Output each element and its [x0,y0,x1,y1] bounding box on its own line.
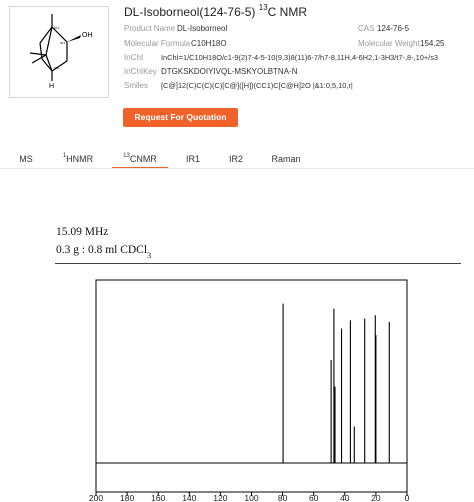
tab-raman[interactable] [263,148,309,167]
product-name-value: DL-Isoborneol [177,24,228,33]
stereo-label-2: or1 [60,41,66,45]
inchikey-label: InChIKey [124,67,157,76]
x-tick-label-200: 200 [88,493,104,502]
tab-cnmr-label: CNMR [129,154,157,164]
spectrum-frequency: 15.09 MHz [56,226,109,238]
spectrum-concentration [56,244,152,261]
inchi-value: InChI=1/C10H18O/c1-9(2)7-4-5-10(9,3)8(11)6-7/h7-8,11H,4-6H2,1-3H3/t7-,8-,10+/s3 [161,53,439,62]
title-isotope: 13 [258,3,268,12]
spectrum-header-rule [55,263,461,264]
cnmr-spectrum-chart [0,270,474,502]
oh-label: OH [82,32,93,39]
isoborneol-structure-drawing [10,7,110,99]
formula-value: C10H18O [191,39,227,48]
x-tick-label-60: 60 [308,493,319,502]
tab-cnmr-sup: 13 [123,153,130,159]
cas-label: CAS [358,24,375,33]
request-quotation-button[interactable]: Request For Quotation [123,108,238,127]
solvent-subscript: 3 [147,251,152,261]
smiles-row [124,81,353,90]
x-tick-label-120: 120 [213,493,228,502]
x-ticks-group [89,492,410,502]
tab-hnmr-sup: 1 [62,153,67,159]
formula-row [124,39,227,48]
concentration-text: 0.3 g : 0.8 ml CDCl [56,244,148,256]
formula-label: Molecular Formula [124,39,191,48]
inchi-label: InChI [124,53,144,62]
inchikey-row [124,67,297,76]
x-tick-label-20: 20 [371,493,381,502]
h-label: H [49,83,55,90]
mw-value: 154.25 [420,39,445,48]
tab-hnmr[interactable] [52,148,104,167]
x-tick-label-40: 40 [340,493,350,502]
x-tick-label-80: 80 [277,493,288,502]
inchi-row [124,53,438,62]
cas-row [358,24,409,33]
product-name-row [124,24,227,33]
x-tick-label-100: 100 [244,493,259,502]
tab-ms[interactable] [10,148,42,167]
peaks-group [283,304,389,463]
tab-ir2-label: IR2 [228,154,243,164]
product-name-label: Product Name [124,24,176,33]
cas-value: 124-76-5 [377,24,410,33]
x-tick-label-180: 180 [120,493,135,502]
mw-row [358,39,444,48]
tab-ir1[interactable] [176,148,210,167]
stereo-label-3: or1 [54,66,60,70]
x-tick-label-160: 160 [151,493,166,502]
smiles-label: Smiles [124,81,149,90]
page-title [124,4,307,19]
smiles-value: [C@]12(C)C(C)(C)[C@]([H])(CC1)C[C@H]2O |&1:0,5,10,r| [161,81,353,90]
title-suffix: C NMR [267,5,307,19]
x-tick-label-140: 140 [182,493,197,502]
plot-frame [96,280,407,492]
tab-ms-label: MS [19,154,33,164]
tab-ir1-label: IR1 [185,154,200,164]
stereo-label-1: or1 [54,26,60,30]
tab-raman-label: Raman [271,154,301,164]
tab-hnmr-label: HNMR [66,154,94,164]
tab-cnmr[interactable] [112,148,168,168]
tab-ir2[interactable] [219,148,253,167]
tabs-divider [0,168,474,169]
x-tick-label-0: 0 [404,493,410,502]
spectrum-tabs [0,148,474,168]
title-compound: DL-Isoborneol(124-76-5) [124,5,256,19]
structure-image [9,6,109,98]
mw-label: Molecular Weight [358,39,420,48]
inchikey-value: DTGKSKDOIYIVQL-MSKYOLBTNA-N [161,67,298,76]
